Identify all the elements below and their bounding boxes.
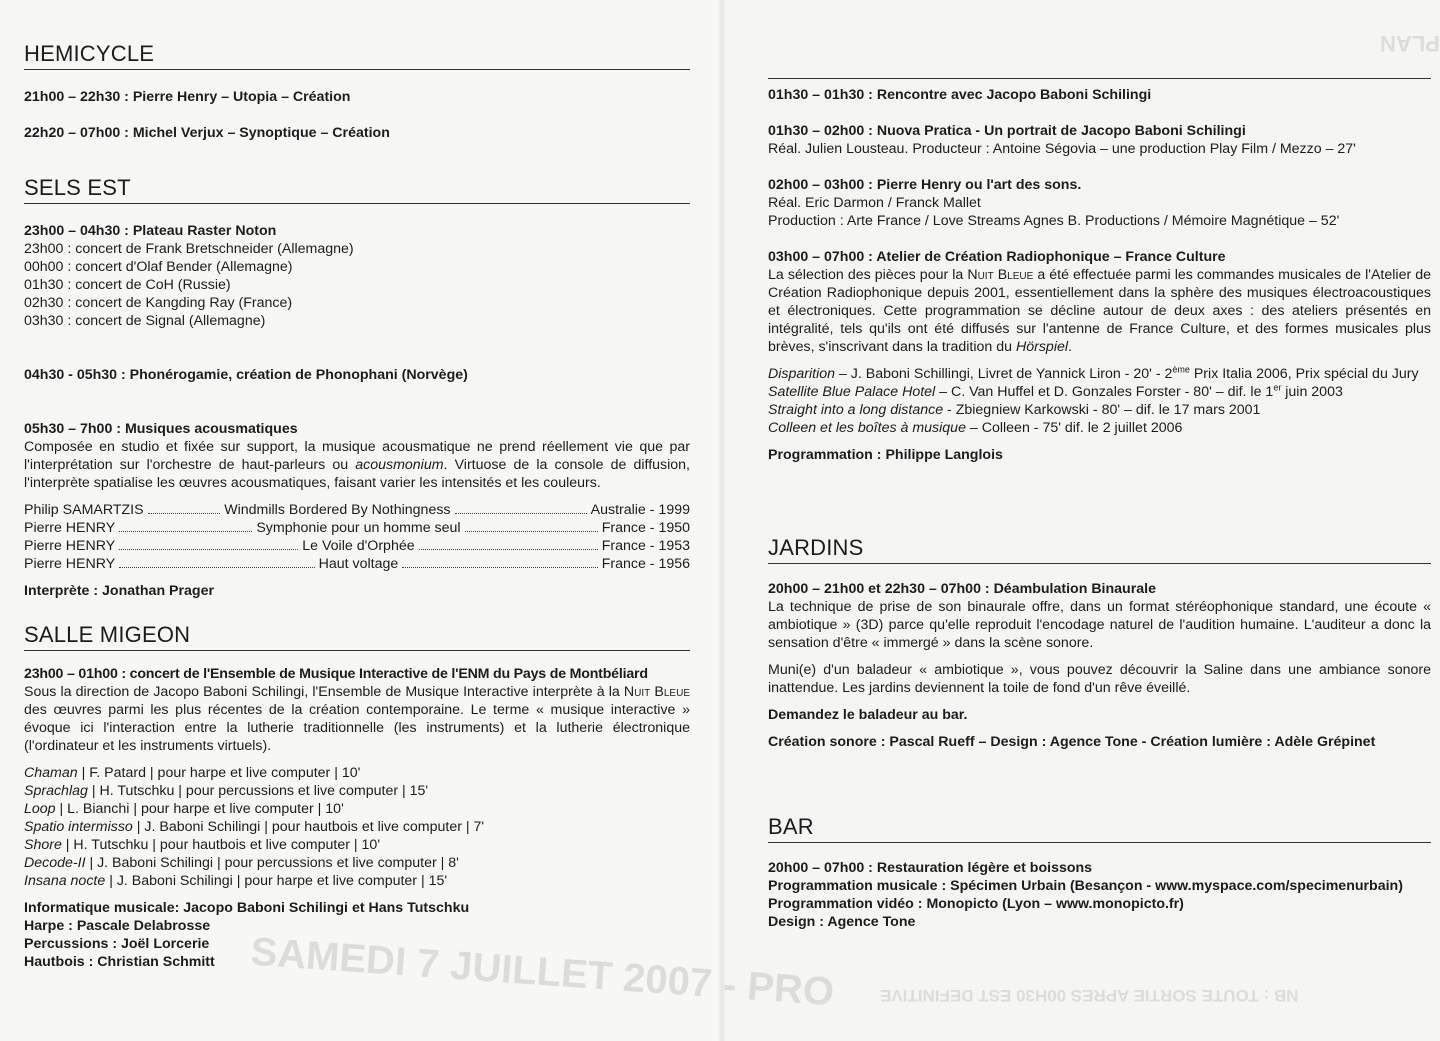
sels-est-heading: SELS EST — [24, 174, 690, 204]
ghost-text-left: SAMEDI 7 JUILLET 2007 - PRO — [249, 929, 836, 1015]
work-row: Pierre HENRY Symphonie pour un homme seul France - 1950 — [24, 520, 691, 536]
bar-item: Programmation vidéo : Monopicto (Lyon – www.monopicto.fr) — [768, 896, 1184, 912]
concert-item: 01h30 : concert de CoH (Russie) — [24, 277, 231, 293]
piece-item: Spatio intermisso | J. Baboni Schilingi | pour hautbois et live computer | 7' — [24, 819, 485, 835]
page-fold — [718, 0, 726, 1041]
work-row: Pierre HENRY Le Voile d'Orphée France - 1953 — [24, 538, 691, 554]
radio-work: Satellite Blue Palace Hotel – C. Van Huffel et D. Gonzales Forster - 80' – dif. le 1er juin 2003 — [768, 382, 1343, 400]
hemicycle-heading: HEMICYCLE — [24, 40, 690, 70]
hemicycle-item-1: 21h00 – 22h30 : Pierre Henry – Utopia – Création — [24, 89, 351, 105]
radio-work: Straight into a long distance - Zbiegniew Karkowski - 80' – dif. le 17 mars 2001 — [768, 402, 1261, 418]
migeon-text: Sous la direction de Jacopo Baboni Schilingi, l'Ensemble de Musique Interactive interprète à la Nuit Bleue des œuvres parmi les plus récentes de la création contemporaine. Le terme « musique interactive » évoque ici l'interaction entre la lutherie traditionnelle (les instruments) et la lutherie électronique (l'ordinateur et les instruments virtuels). — [24, 684, 690, 754]
piece-item: Loop | L. Bianchi | pour harpe et live computer | 10' — [24, 801, 344, 817]
radio-work: Colleen et les boîtes à musique – Colleen - 75' dif. le 2 juillet 2006 — [768, 420, 1183, 436]
atelier-title: 03h00 – 07h00 : Atelier de Création Radiophonique – France Culture — [768, 249, 1226, 265]
henry-prod: Production : Arte France / Love Streams Agnes B. Productions / Mémoire Magnétique – 52' — [768, 213, 1340, 229]
nuova-title: 01h30 – 02h00 : Nuova Pratica - Un portrait de Jacopo Baboni Schilingi — [768, 123, 1246, 139]
jardins-text-1: La technique de prise de son binaurale offre, dans un format stéréophonique standard, une écoute « ambiotique » (3D) parce qu'elle reproduit l'encodage naturel de l'audition humaine. L'auditeur a donc la sensation d'être « immergé » dans la scène sonore. — [768, 599, 1431, 651]
piece-item: Shore | H. Tutschku | pour hautbois et live computer | 10' — [24, 837, 381, 853]
pieces-list — [24, 764, 690, 890]
henry-real: Réal. Eric Darmon / Franck Mallet — [768, 195, 981, 211]
atelier-text: La sélection des pièces pour la Nuit Bleue a été effectuée parmi les commandes musicales de l'Atelier de Création Radiophonique depuis 2001, essentiellement dans la sphère des musiques électroacoustiques et électroniques. Cette programmation se décline autour de deux axes : des ateliers présentés en intégralité, tels qu'ils ont été diffusés sur l'antenne de France Culture, et des formes musicales plus brèves, s'inscrivant dans la tradition du Hörspiel. — [768, 267, 1432, 355]
piece-item: Sprachlag | H. Tutschku | pour percussions et live computer | 15' — [24, 783, 429, 799]
credit-line: Percussions : Joël Lorcerie — [24, 936, 210, 952]
ghost-text-right-top: PLAN — [1380, 31, 1440, 56]
jardins-text-2: Muni(e) d'un baladeur « ambiotique », vous pouvez découvrir la Saline dans une ambiance sonore inattendue. Les jardins deviennent la toile de fond d'un rêve éveillé. — [768, 662, 1431, 696]
ghost-text-right-bottom: NB : TOUTE SORTIE APRES 00H30 EST DEFINITIVE — [880, 986, 1299, 1005]
jardins-credits: Création sonore : Pascal Rueff – Design : Agence Tone - Création lumière : Adèle Grépinet — [768, 734, 1376, 750]
work-row: Philip SAMARTZIS Windmills Bordered By Nothingness Australie - 1999 — [24, 502, 690, 518]
credit-line: Informatique musicale: Jacopo Baboni Schilingi et Hans Tutschku — [24, 900, 470, 916]
piece-item: Chaman | F. Patard | pour harpe et live computer | 10' — [24, 765, 361, 781]
henry-title: 02h00 – 03h00 : Pierre Henry ou l'art des sons. — [768, 177, 1082, 193]
right-column — [768, 86, 1431, 931]
credit-line: Hautbois : Christian Schmitt — [24, 954, 215, 970]
interprete: Interprète : Jonathan Prager — [24, 583, 215, 599]
concert-list — [24, 240, 690, 330]
concert-item: 03h30 : concert de Signal (Allemagne) — [24, 313, 266, 329]
plateau-title: 23h00 – 04h30 : Plateau Raster Noton — [24, 223, 277, 239]
jardins-demandez: Demandez le baladeur au bar. — [768, 707, 968, 723]
migeon-concert-title: 23h00 – 01h00 : concert de l'Ensemble de Musique Interactive de l'ENM du Pays de Montbéliard — [24, 666, 648, 682]
concert-item: 00h00 : concert d'Olaf Bender (Allemagne) — [24, 259, 293, 275]
salle-migeon-heading: SALLE MIGEON — [24, 621, 690, 651]
migeon-credits — [24, 899, 690, 971]
radio-works — [768, 365, 1431, 437]
top-rule — [768, 78, 1431, 79]
bar-item: Design : Agence Tone — [768, 914, 916, 930]
programmation: Programmation : Philippe Langlois — [768, 447, 1003, 463]
acousmatic-text: Composée en studio et fixée sur support, la musique acousmatique ne prend réellement vie que par l'interprétation sur l'orchestre de haut-parleurs ou acousmonium. Virtuose de la console de diffusion, l'interprète spatialise les œuvres acousmatiques, faisant varier les intensités et les couleurs. — [24, 439, 690, 491]
piece-item: Insana nocte | J. Baboni Schilingi | pour harpe et live computer | 15' — [24, 873, 448, 889]
works-list — [24, 501, 690, 573]
bar-item: 20h00 – 07h00 : Restauration légère et boissons — [768, 860, 1093, 876]
concert-item: 23h00 : concert de Frank Bretschneider (Allemagne) — [24, 241, 354, 257]
hemicycle-item-2: 22h20 – 07h00 : Michel Verjux – Synoptique – Création — [24, 125, 390, 141]
rencontre: 01h30 – 01h30 : Rencontre avec Jacopo Baboni Schilingi — [768, 87, 1152, 103]
nuova-credit: Réal. Julien Lousteau. Producteur : Antoine Ségovia – une production Play Film / Mezzo – 27' — [768, 141, 1356, 157]
jardins-event-title: 20h00 – 21h00 et 22h30 – 07h00 : Déambulation Binaurale — [768, 581, 1156, 597]
bar-item: Programmation musicale : Spécimen Urbain (Besançon - www.myspace.com/specimenurbain) — [768, 878, 1403, 894]
bar-heading: BAR — [768, 813, 1431, 843]
acousmatic-title: 05h30 – 7h00 : Musiques acousmatiques — [24, 421, 298, 437]
jardins-heading: JARDINS — [768, 534, 1431, 564]
work-row: Pierre HENRY Haut voltage France - 1956 — [24, 556, 691, 572]
phonerogamie: 04h30 - 05h30 : Phonérogamie, création de Phonophani (Norvège) — [24, 367, 468, 383]
concert-item: 02h30 : concert de Kangding Ray (France) — [24, 295, 293, 311]
left-column — [24, 40, 690, 971]
radio-work: Disparition – J. Baboni Schillingi, Livret de Yannick Liron - 20' - 2ème Prix Italia 2006, Prix spécial du Jury — [768, 364, 1419, 382]
credit-line: Harpe : Pascale Delabrosse — [24, 918, 211, 934]
piece-item: Decode-II | J. Baboni Schilingi | pour percussions et live computer | 8' — [24, 855, 459, 871]
